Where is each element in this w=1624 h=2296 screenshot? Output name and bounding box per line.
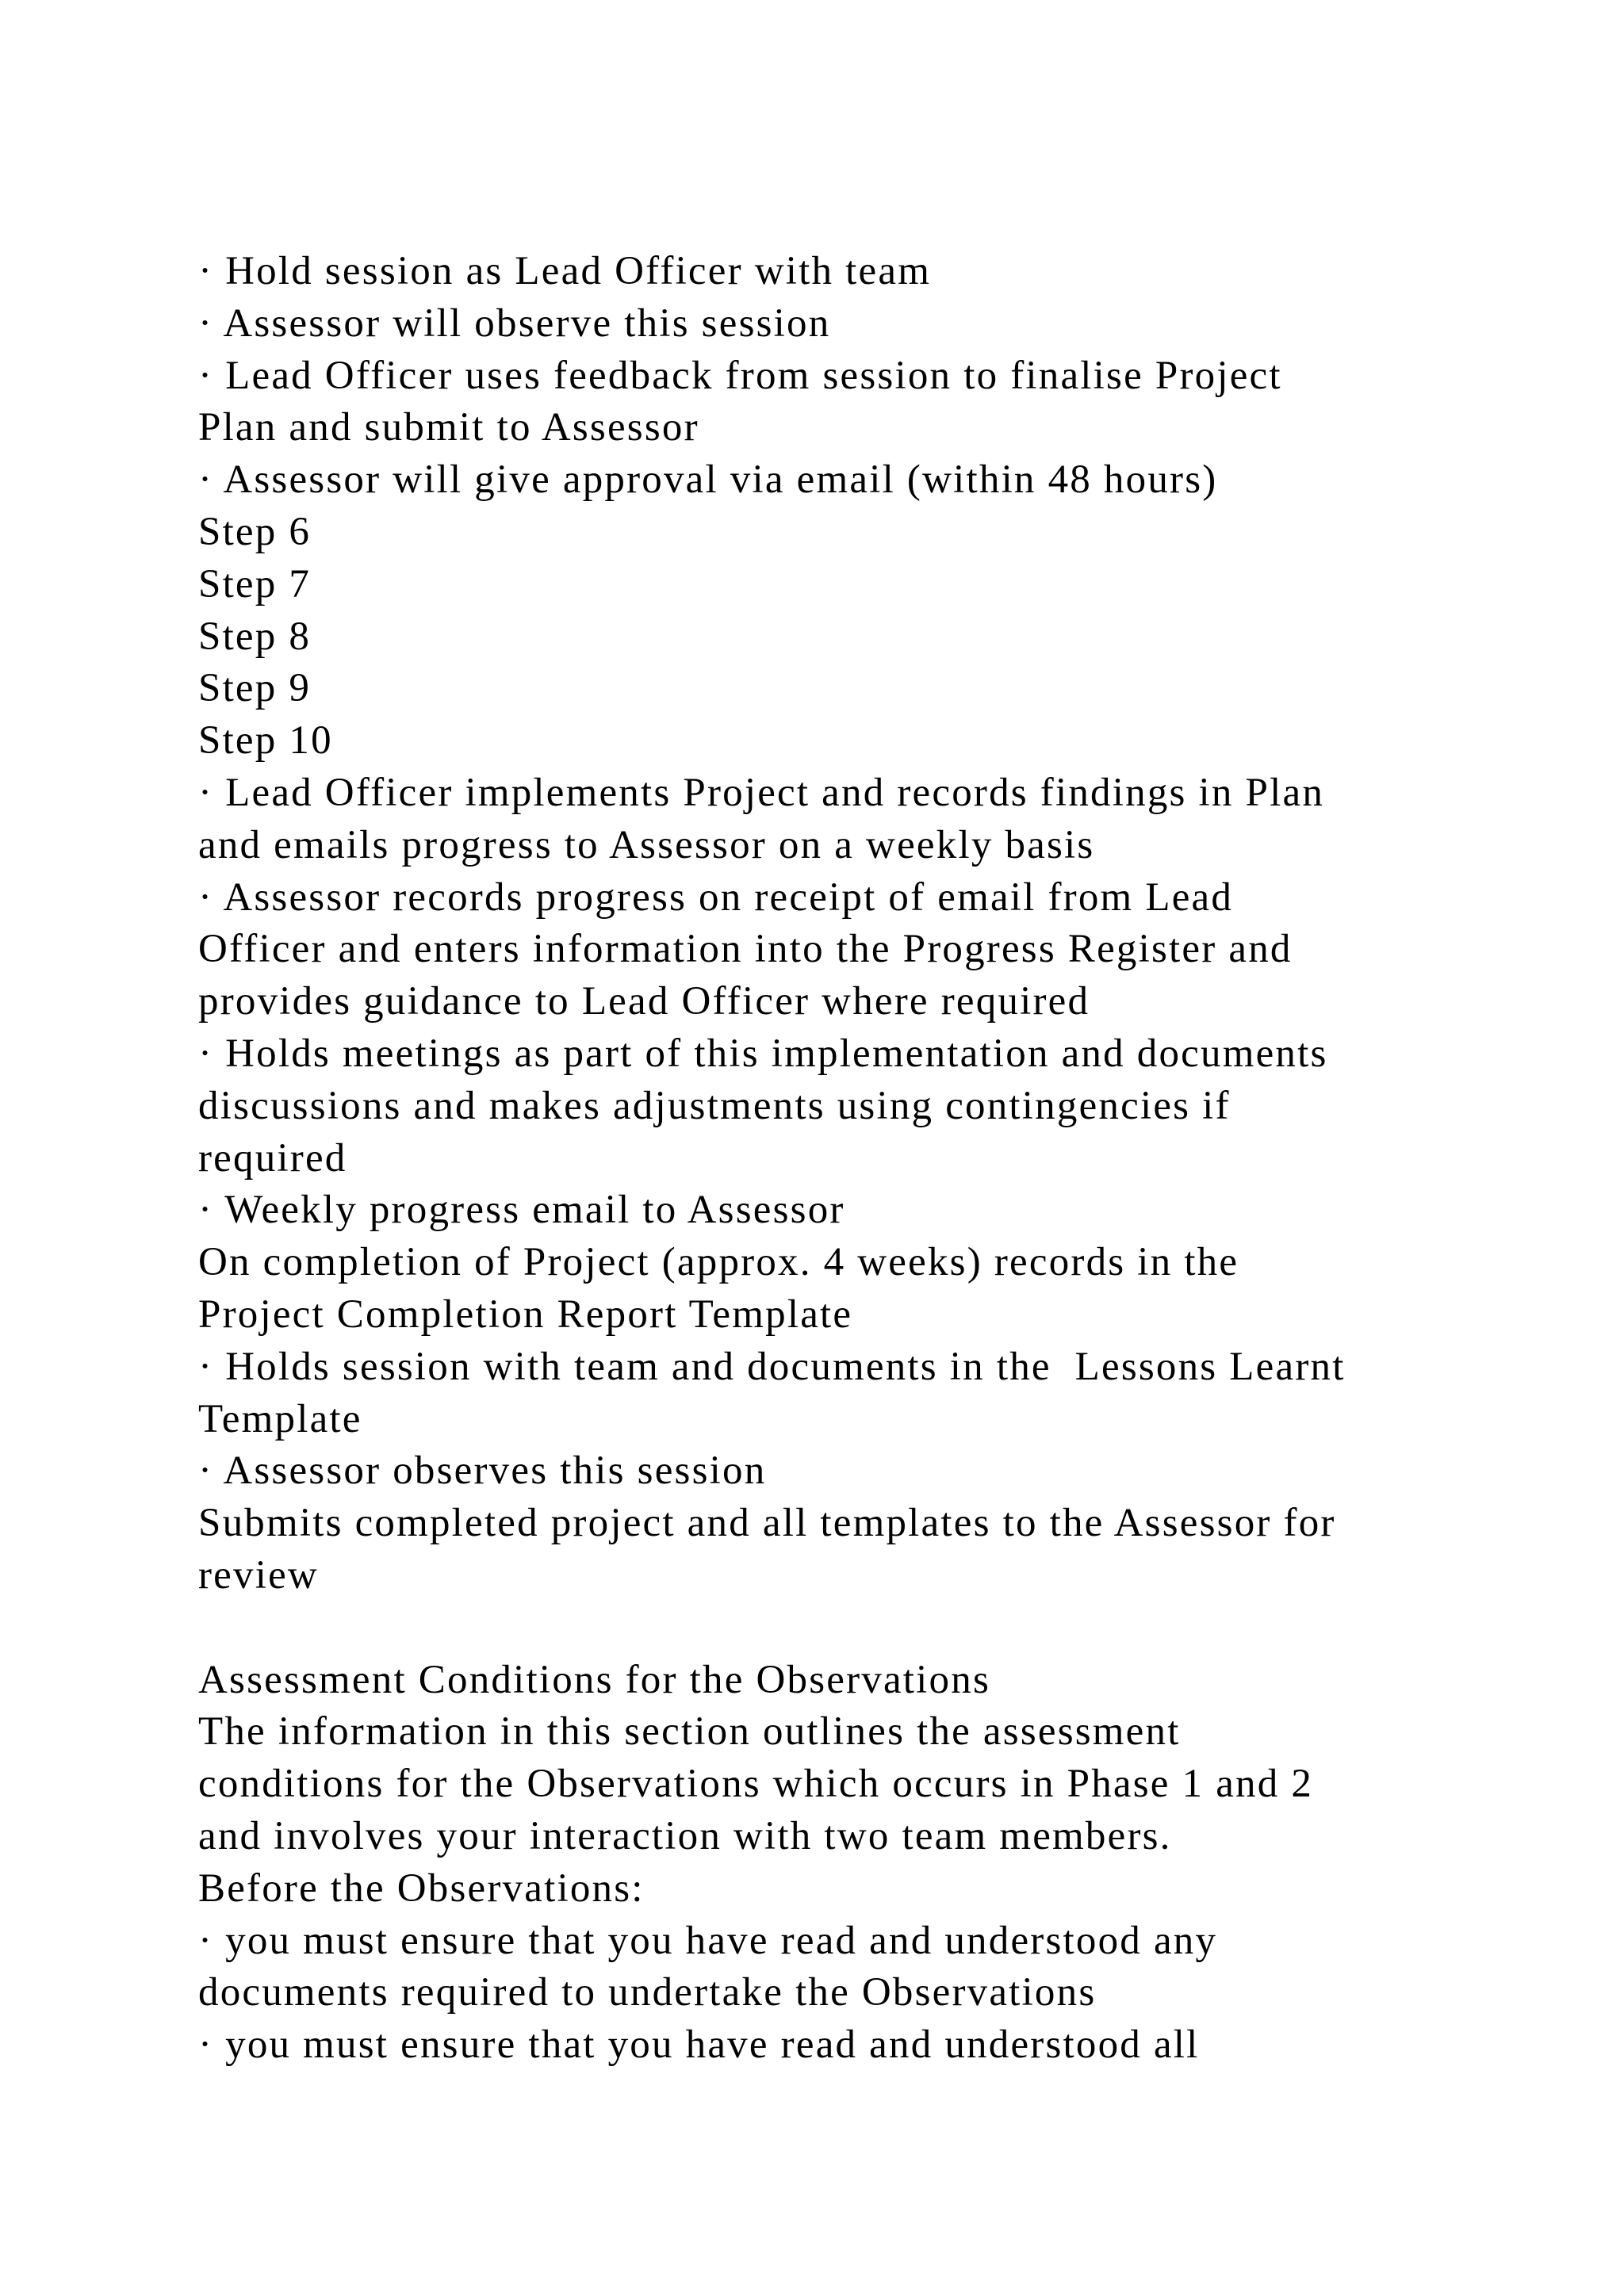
text-line: The information in this section outlines the assessment [198, 1709, 1181, 1755]
text-line: documents required to undertake the Observations [198, 1970, 1097, 2015]
document-body [198, 246, 1515, 2072]
bullet-assessor-observes: · Assessor observes this session [198, 1448, 767, 1494]
text-line: Plan and submit to Assessor [198, 405, 699, 450]
bullet-weekly-email: · Weekly progress email to Assessor [198, 1188, 845, 1233]
step-label: Step 6 [198, 509, 312, 554]
text-line: conditions for the Observations which occurs in Phase 1 and 2 [198, 1762, 1314, 1807]
text-line: Project Completion Report Template [198, 1292, 853, 1337]
bullet-hold-session: · Hold session as Lead Officer with team [198, 249, 932, 293]
text-line: Submits completed project and all templates to the Assessor for [198, 1501, 1336, 1546]
text-line: discussions and makes adjustments using contingencies if [198, 1083, 1231, 1128]
text-line: Officer and enters information into the Progress Register and [198, 927, 1293, 972]
bullet-approval-email: · Assessor will give approval via email (within 48 hours) [198, 457, 1218, 503]
text-line: review [198, 1552, 319, 1598]
section-heading: Assessment Conditions for the Observations [198, 1657, 990, 1702]
step-label: Step 7 [198, 561, 312, 607]
text-line: provides guidance to Lead Officer where required [198, 979, 1090, 1024]
bullet-records-progress: · Assessor records progress on receipt of email from Lead [198, 874, 1234, 920]
step-label: Step 10 [198, 718, 333, 763]
text-line: required [198, 1135, 347, 1181]
bullet-assessor-observe: · Assessor will observe this session [198, 300, 831, 346]
text-line: and involves your interaction with two team members. [198, 1813, 1172, 1858]
bullet-lessons-learnt: · Holds session with team and documents in the Lessons Learnt [198, 1344, 1346, 1389]
subheading: Before the Observations: [198, 1866, 645, 1911]
text-line: and emails progress to Assessor on a weekly basis [198, 822, 1095, 867]
bullet-implements-project: · Lead Officer implements Project and records findings in Plan [198, 770, 1325, 815]
step-label: Step 8 [198, 614, 312, 659]
bullet-read-all: · you must ensure that you have read and understood all [198, 2022, 1200, 2068]
bullet-holds-meetings: · Holds meetings as part of this implementation and documents [198, 1031, 1328, 1076]
bullet-read-documents: · you must ensure that you have read and understood any [198, 1918, 1218, 1963]
text-line: Template [198, 1396, 362, 1441]
text-line: On completion of Project (approx. 4 weeks) records in the [198, 1240, 1239, 1285]
bullet-finalise-plan: · Lead Officer uses feedback from session to finalise Project [198, 353, 1282, 398]
blank-line [198, 1602, 1515, 1655]
step-label: Step 9 [198, 666, 312, 711]
